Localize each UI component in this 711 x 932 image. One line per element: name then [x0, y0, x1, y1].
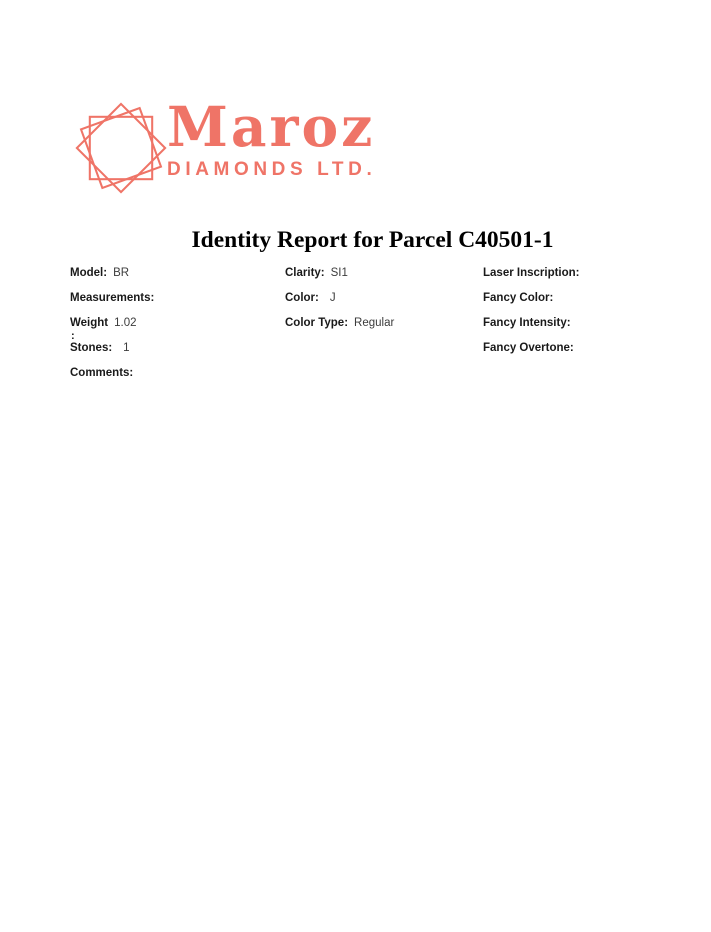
field-fancy-intensity: [483, 316, 586, 341]
color-value: J: [329, 292, 336, 304]
clarity-label: Clarity:: [285, 267, 325, 279]
color-type-value: Regular: [354, 317, 395, 329]
model-label: Model:: [70, 267, 108, 279]
fields-column-right: [483, 266, 586, 366]
weight-label: Weight: [70, 317, 109, 329]
logo-star-icon: [74, 101, 168, 195]
fancy-intensity-label: Fancy Intensity:: [483, 317, 571, 329]
stones-value: 1: [123, 342, 130, 354]
field-fancy-color: [483, 291, 586, 316]
field-stones: [70, 341, 160, 366]
field-measurements: [70, 291, 160, 316]
stones-label: Stones:: [70, 342, 113, 354]
model-value: BR: [113, 267, 130, 279]
report-title: Identity Report for Parcel C40501-1: [191, 227, 554, 253]
field-laser-inscription: [483, 266, 586, 291]
field-model: [70, 266, 160, 291]
fields-column-middle: [285, 266, 394, 341]
weight-wrapped-colon: :: [71, 330, 75, 342]
brand-subtitle: DIAMONDS LTD.: [167, 159, 377, 181]
measurements-label: Measurements:: [70, 292, 155, 304]
field-color-type: [285, 316, 394, 341]
brand-block: [167, 94, 377, 181]
clarity-value: SI1: [330, 267, 348, 279]
laser-inscription-label: Laser Inscription:: [483, 267, 580, 279]
field-fancy-overtone: [483, 341, 586, 366]
brand-name: Maroz: [167, 94, 376, 159]
field-weight: [70, 316, 160, 341]
color-type-label: Color Type:: [285, 317, 349, 329]
field-color: [285, 291, 394, 316]
fancy-overtone-label: Fancy Overtone:: [483, 342, 574, 354]
color-label: Color:: [285, 292, 319, 304]
weight-value: 1.02: [114, 317, 137, 329]
field-comments: [70, 366, 160, 391]
fields-column-left: [70, 266, 160, 391]
comments-label: Comments:: [70, 367, 134, 379]
field-clarity: [285, 266, 394, 291]
fancy-color-label: Fancy Color:: [483, 292, 554, 304]
